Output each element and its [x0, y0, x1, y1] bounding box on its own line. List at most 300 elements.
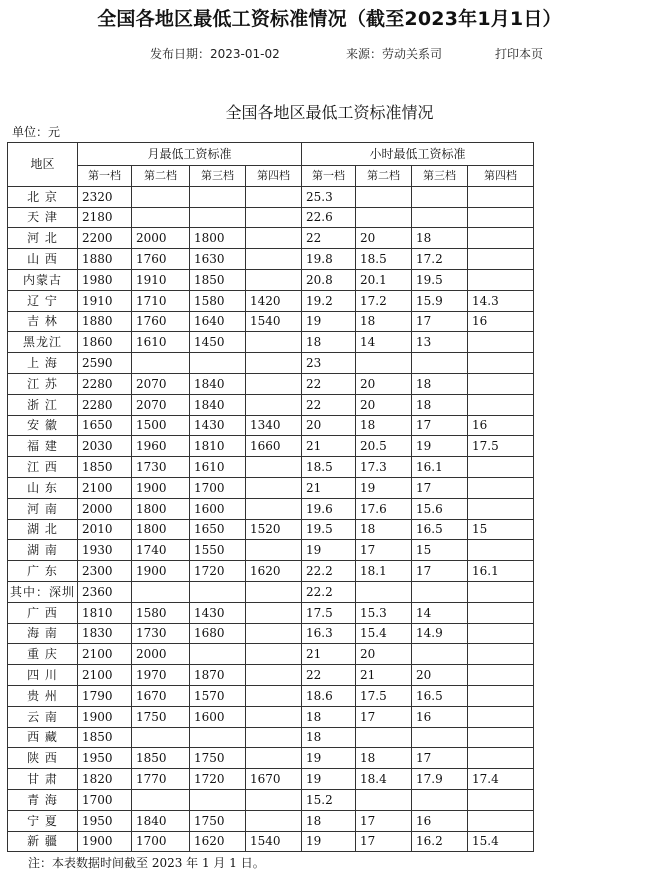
monthly-tier-1-cell: 2000 [78, 498, 132, 519]
region-cell: 北 京 [8, 186, 78, 207]
monthly-tier-3-cell: 1430 [190, 602, 246, 623]
monthly-tier-1-cell: 2200 [78, 228, 132, 249]
hourly-tier-3-cell: 18 [412, 228, 468, 249]
monthly-tier-2-cell: 1610 [132, 332, 190, 353]
table-row [8, 332, 534, 353]
table-row [8, 665, 534, 686]
region-cell: 广 东 [8, 561, 78, 582]
monthly-tier-2-cell [132, 727, 190, 748]
monthly-tier-1-cell: 1850 [78, 727, 132, 748]
hourly-tier-2-cell [356, 353, 412, 374]
hourly-tier-1-cell: 15.2 [302, 789, 356, 810]
hourly-tier-2-cell: 17.2 [356, 290, 412, 311]
monthly-tier-4-cell [246, 602, 302, 623]
monthly-tier-2-cell [132, 789, 190, 810]
print-page-link[interactable]: 打印本页 [495, 47, 544, 61]
monthly-tier-4-cell [246, 186, 302, 207]
hourly-tier-3-cell: 17.2 [412, 249, 468, 270]
monthly-tier-4-cell [246, 685, 302, 706]
monthly-tier-4-cell [246, 477, 302, 498]
monthly-tier-3-cell: 1570 [190, 685, 246, 706]
monthly-tier-3-cell: 1840 [190, 394, 246, 415]
region-cell: 河 北 [8, 228, 78, 249]
hourly-tier-3-cell: 17 [412, 415, 468, 436]
region-cell: 青 海 [8, 789, 78, 810]
monthly-tier-3-cell: 1450 [190, 332, 246, 353]
monthly-tier-4-cell [246, 789, 302, 810]
hourly-tier-2-cell [356, 207, 412, 228]
hourly-tier-2-cell: 20 [356, 644, 412, 665]
hourly-tier-2-cell [356, 581, 412, 602]
monthly-tier-4-cell [246, 207, 302, 228]
hourly-tier-1-cell: 23 [302, 353, 356, 374]
monthly-tier-4-cell [246, 540, 302, 561]
hourly-tier-4-cell [468, 644, 534, 665]
hourly-tier-1-cell: 17.5 [302, 602, 356, 623]
monthly-tier-3-cell: 1640 [190, 311, 246, 332]
hourly-tier-4-cell [468, 332, 534, 353]
hourly-tier-1-cell: 22 [302, 394, 356, 415]
monthly-tier-1-cell: 1650 [78, 415, 132, 436]
hourly-tier-1-cell: 19.2 [302, 290, 356, 311]
monthly-tier-2-cell: 1670 [132, 685, 190, 706]
monthly-tier-3-cell: 1550 [190, 540, 246, 561]
region-cell: 四 川 [8, 665, 78, 686]
table-row [8, 810, 534, 831]
monthly-tier-2-cell [132, 186, 190, 207]
table-row [8, 789, 534, 810]
region-cell: 山 东 [8, 477, 78, 498]
hourly-tier-2-cell: 20 [356, 228, 412, 249]
monthly-tier-3-cell: 1610 [190, 457, 246, 478]
hourly-tier-3-cell: 16 [412, 810, 468, 831]
hourly-tier-3-cell [412, 186, 468, 207]
monthly-tier-4-cell [246, 748, 302, 769]
hourly-tier-4-cell [468, 186, 534, 207]
table-row [8, 706, 534, 727]
hourly-tier-3-cell [412, 644, 468, 665]
hourly-tier-4-cell [468, 810, 534, 831]
region-cell: 陕 西 [8, 748, 78, 769]
monthly-tier-1-cell: 2030 [78, 436, 132, 457]
monthly-tier-3-cell: 1620 [190, 831, 246, 852]
monthly-tier-3-cell: 1750 [190, 748, 246, 769]
monthly-tier-3-cell: 1580 [190, 290, 246, 311]
monthly-tier-1-cell: 1790 [78, 685, 132, 706]
monthly-tier-2-cell: 1770 [132, 769, 190, 790]
hourly-tier-4-cell [468, 477, 534, 498]
monthly-tier-3-cell: 1430 [190, 415, 246, 436]
table-body [8, 186, 534, 852]
hourly-tier-3-cell [412, 353, 468, 374]
hourly-tier-1-cell: 22 [302, 665, 356, 686]
source: 来源：劳动关系司 [346, 47, 443, 61]
region-cell: 黑龙江 [8, 332, 78, 353]
hourly-tier-2-cell: 21 [356, 665, 412, 686]
monthly-tier-3-cell [190, 727, 246, 748]
hourly-tier-3-cell: 14 [412, 602, 468, 623]
region-cell: 山 西 [8, 249, 78, 270]
hourly-tier-4-cell [468, 581, 534, 602]
monthly-tier-3-cell: 1840 [190, 373, 246, 394]
hourly-tier-1-cell: 19 [302, 540, 356, 561]
hourly-tier-1-cell: 18 [302, 332, 356, 353]
table-row [8, 249, 534, 270]
monthly-tier-1-cell: 1850 [78, 457, 132, 478]
table-row [8, 685, 534, 706]
region-cell: 天 津 [8, 207, 78, 228]
unit-label: 单位：元 [12, 125, 61, 139]
table-row [8, 186, 534, 207]
hourly-tier-3-header: 第三档 [412, 166, 468, 187]
monthly-tier-4-cell: 1420 [246, 290, 302, 311]
table-row [8, 477, 534, 498]
hourly-tier-1-cell: 21 [302, 644, 356, 665]
minimum-wage-table [7, 142, 534, 852]
hourly-tier-3-cell: 15.6 [412, 498, 468, 519]
region-cell: 其中：深圳 [8, 581, 78, 602]
hourly-tier-4-cell [468, 353, 534, 374]
hourly-tier-2-cell: 18.5 [356, 249, 412, 270]
hourly-tier-4-cell [468, 373, 534, 394]
meta-row [0, 45, 659, 61]
monthly-tier-2-header: 第二档 [132, 166, 190, 187]
monthly-tier-3-header: 第三档 [190, 166, 246, 187]
hourly-tier-3-cell: 16 [412, 706, 468, 727]
hourly-tier-3-cell: 15.9 [412, 290, 468, 311]
hourly-tier-4-cell [468, 498, 534, 519]
monthly-tier-2-cell: 1700 [132, 831, 190, 852]
monthly-tier-4-cell [246, 249, 302, 270]
hourly-tier-2-header: 第二档 [356, 166, 412, 187]
monthly-tier-4-cell [246, 623, 302, 644]
table-row [8, 269, 534, 290]
hourly-tier-3-cell: 20 [412, 665, 468, 686]
table-row [8, 290, 534, 311]
monthly-tier-1-cell: 2280 [78, 373, 132, 394]
monthly-tier-1-cell: 2100 [78, 644, 132, 665]
hourly-tier-4-cell: 14.3 [468, 290, 534, 311]
monthly-tier-1-cell: 1900 [78, 831, 132, 852]
hourly-tier-4-cell [468, 394, 534, 415]
region-header: 地区 [8, 143, 78, 187]
monthly-tier-1-cell: 1880 [78, 311, 132, 332]
hourly-tier-2-cell: 17.5 [356, 685, 412, 706]
monthly-tier-2-cell: 1970 [132, 665, 190, 686]
monthly-tier-1-cell: 1880 [78, 249, 132, 270]
hourly-tier-2-cell: 17 [356, 706, 412, 727]
monthly-tier-4-cell [246, 269, 302, 290]
table-row [8, 831, 534, 852]
monthly-tier-2-cell: 1710 [132, 290, 190, 311]
hourly-tier-1-cell: 19.5 [302, 519, 356, 540]
hourly-tier-3-cell [412, 581, 468, 602]
hourly-tier-4-cell [468, 540, 534, 561]
monthly-tier-2-cell: 1760 [132, 311, 190, 332]
hourly-tier-4-cell: 16 [468, 311, 534, 332]
region-cell: 内蒙古 [8, 269, 78, 290]
monthly-tier-1-cell: 1910 [78, 290, 132, 311]
hourly-tier-1-cell: 19 [302, 769, 356, 790]
monthly-tier-4-cell [246, 457, 302, 478]
monthly-tier-2-cell: 1800 [132, 519, 190, 540]
monthly-tier-4-cell [246, 394, 302, 415]
hourly-tier-2-cell [356, 727, 412, 748]
monthly-tier-2-cell: 1730 [132, 623, 190, 644]
hourly-tier-1-cell: 19.6 [302, 498, 356, 519]
table-row [8, 436, 534, 457]
monthly-tier-2-cell: 1750 [132, 706, 190, 727]
table-row [8, 769, 534, 790]
hourly-tier-3-cell: 17 [412, 561, 468, 582]
hourly-tier-1-cell: 18.6 [302, 685, 356, 706]
hourly-tier-4-cell [468, 685, 534, 706]
hourly-tier-3-cell [412, 207, 468, 228]
hourly-tier-4-cell: 15.4 [468, 831, 534, 852]
page-title: 全国各地区最低工资标准情况（截至2023年1月1日） [97, 8, 562, 30]
monthly-tier-1-cell: 1900 [78, 706, 132, 727]
hourly-tier-2-cell: 18.4 [356, 769, 412, 790]
monthly-tier-1-cell: 1700 [78, 789, 132, 810]
hourly-tier-3-cell: 18 [412, 373, 468, 394]
monthly-tier-4-cell [246, 228, 302, 249]
monthly-tier-2-cell: 1740 [132, 540, 190, 561]
hourly-tier-2-cell: 18.1 [356, 561, 412, 582]
monthly-tier-2-cell: 1900 [132, 561, 190, 582]
table-row [8, 581, 534, 602]
monthly-tier-3-cell: 1650 [190, 519, 246, 540]
hourly-tier-3-cell: 16.5 [412, 685, 468, 706]
region-cell: 云 南 [8, 706, 78, 727]
hourly-tier-4-cell [468, 665, 534, 686]
hourly-tier-1-cell: 20 [302, 415, 356, 436]
monthly-tier-2-cell [132, 207, 190, 228]
monthly-tier-2-cell [132, 353, 190, 374]
region-cell: 江 苏 [8, 373, 78, 394]
hourly-tier-3-cell: 19.5 [412, 269, 468, 290]
region-cell: 西 藏 [8, 727, 78, 748]
monthly-tier-1-cell: 1980 [78, 269, 132, 290]
table-row [8, 727, 534, 748]
monthly-tier-2-cell: 1580 [132, 602, 190, 623]
monthly-tier-1-cell: 2100 [78, 477, 132, 498]
hourly-tier-2-cell: 17 [356, 810, 412, 831]
hourly-tier-2-cell: 18 [356, 415, 412, 436]
monthly-tier-3-cell [190, 207, 246, 228]
region-cell: 新 疆 [8, 831, 78, 852]
monthly-tier-3-cell: 1720 [190, 561, 246, 582]
hourly-tier-3-cell: 16.2 [412, 831, 468, 852]
monthly-tier-2-cell: 1730 [132, 457, 190, 478]
hourly-tier-4-cell [468, 249, 534, 270]
hourly-tier-2-cell: 17.3 [356, 457, 412, 478]
monthly-tier-4-cell: 1670 [246, 769, 302, 790]
hourly-tier-4-cell [468, 789, 534, 810]
hourly-tier-2-cell: 17 [356, 540, 412, 561]
hourly-tier-2-cell: 15.3 [356, 602, 412, 623]
hourly-tier-3-cell: 19 [412, 436, 468, 457]
document-title: 全国各地区最低工资标准情况 [225, 103, 434, 122]
table-row [8, 540, 534, 561]
monthly-tier-4-cell: 1540 [246, 831, 302, 852]
monthly-tier-3-cell [190, 353, 246, 374]
table-row [8, 394, 534, 415]
table-row [8, 228, 534, 249]
hourly-tier-3-cell: 17 [412, 311, 468, 332]
monthly-tier-4-cell [246, 727, 302, 748]
hourly-tier-1-cell: 21 [302, 436, 356, 457]
hourly-tier-4-cell [468, 457, 534, 478]
table-row [8, 519, 534, 540]
hourly-tier-4-cell: 15 [468, 519, 534, 540]
table-row [8, 748, 534, 769]
monthly-tier-4-cell: 1620 [246, 561, 302, 582]
monthly-tier-2-cell: 2000 [132, 228, 190, 249]
table-row [8, 498, 534, 519]
monthly-tier-1-cell: 2100 [78, 665, 132, 686]
hourly-tier-3-cell: 13 [412, 332, 468, 353]
monthly-tier-4-cell: 1340 [246, 415, 302, 436]
region-cell: 重 庆 [8, 644, 78, 665]
hourly-tier-3-cell [412, 789, 468, 810]
region-cell: 宁 夏 [8, 810, 78, 831]
hourly-tier-3-cell: 17 [412, 477, 468, 498]
footnote: 注：本表数据时间截至 2023 年 1 月 1 日。 [28, 856, 265, 870]
table-row [8, 311, 534, 332]
monthly-tier-3-cell: 1630 [190, 249, 246, 270]
monthly-tier-4-cell [246, 332, 302, 353]
monthly-tier-1-cell: 2300 [78, 561, 132, 582]
hourly-tier-1-cell: 18 [302, 706, 356, 727]
monthly-tier-2-cell: 2000 [132, 644, 190, 665]
monthly-tier-1-cell: 2360 [78, 581, 132, 602]
monthly-tier-4-cell [246, 581, 302, 602]
hourly-tier-2-cell: 19 [356, 477, 412, 498]
monthly-tier-3-cell: 1850 [190, 269, 246, 290]
monthly-tier-1-cell: 2180 [78, 207, 132, 228]
hourly-tier-1-cell: 22 [302, 228, 356, 249]
monthly-tier-3-cell: 1810 [190, 436, 246, 457]
hourly-tier-2-cell: 20.1 [356, 269, 412, 290]
hourly-tier-2-cell: 15.4 [356, 623, 412, 644]
monthly-tier-3-cell: 1800 [190, 228, 246, 249]
monthly-tier-4-cell [246, 373, 302, 394]
monthly-tier-2-cell: 1910 [132, 269, 190, 290]
monthly-tier-3-cell [190, 581, 246, 602]
monthly-tier-3-cell: 1720 [190, 769, 246, 790]
region-cell: 江 西 [8, 457, 78, 478]
monthly-tier-4-cell [246, 706, 302, 727]
monthly-tier-2-cell: 1500 [132, 415, 190, 436]
region-cell: 辽 宁 [8, 290, 78, 311]
hourly-tier-1-cell: 19 [302, 311, 356, 332]
monthly-tier-2-cell: 2070 [132, 394, 190, 415]
region-cell: 甘 肃 [8, 769, 78, 790]
monthly-tier-2-cell [132, 581, 190, 602]
monthly-tier-3-cell: 1600 [190, 706, 246, 727]
hourly-tier-3-cell: 14.9 [412, 623, 468, 644]
region-cell: 湖 北 [8, 519, 78, 540]
monthly-tier-3-cell: 1600 [190, 498, 246, 519]
region-cell: 吉 林 [8, 311, 78, 332]
monthly-tier-4-cell [246, 665, 302, 686]
monthly-tier-1-cell: 1820 [78, 769, 132, 790]
hourly-tier-3-cell: 18 [412, 394, 468, 415]
monthly-tier-3-cell: 1700 [190, 477, 246, 498]
publish-date: 发布日期：2023-01-02 [150, 47, 280, 61]
monthly-tier-3-cell [190, 644, 246, 665]
hourly-header: 小时最低工资标准 [302, 143, 534, 166]
monthly-tier-1-header: 第一档 [78, 166, 132, 187]
hourly-tier-4-cell [468, 228, 534, 249]
hourly-tier-1-cell: 22.2 [302, 581, 356, 602]
hourly-tier-2-cell: 20 [356, 373, 412, 394]
monthly-tier-1-cell: 1950 [78, 810, 132, 831]
hourly-tier-2-cell: 17 [356, 831, 412, 852]
monthly-tier-2-cell: 1900 [132, 477, 190, 498]
monthly-tier-1-cell: 2280 [78, 394, 132, 415]
hourly-tier-2-cell: 18 [356, 519, 412, 540]
hourly-tier-4-cell [468, 623, 534, 644]
region-cell: 贵 州 [8, 685, 78, 706]
hourly-tier-1-cell: 18 [302, 810, 356, 831]
monthly-tier-4-cell [246, 644, 302, 665]
hourly-tier-3-cell: 16.5 [412, 519, 468, 540]
hourly-tier-1-cell: 16.3 [302, 623, 356, 644]
hourly-tier-3-cell: 17.9 [412, 769, 468, 790]
monthly-tier-4-cell: 1520 [246, 519, 302, 540]
monthly-tier-1-cell: 2590 [78, 353, 132, 374]
hourly-tier-1-cell: 18.5 [302, 457, 356, 478]
monthly-tier-1-cell: 2010 [78, 519, 132, 540]
hourly-tier-2-cell: 18 [356, 311, 412, 332]
monthly-tier-2-cell: 1840 [132, 810, 190, 831]
monthly-tier-4-cell [246, 498, 302, 519]
monthly-tier-3-cell [190, 186, 246, 207]
hourly-tier-4-cell [468, 748, 534, 769]
region-cell: 海 南 [8, 623, 78, 644]
hourly-tier-3-cell [412, 727, 468, 748]
hourly-tier-1-cell: 25.3 [302, 186, 356, 207]
table-row [8, 602, 534, 623]
table-row [8, 373, 534, 394]
monthly-tier-3-cell: 1750 [190, 810, 246, 831]
hourly-tier-4-cell [468, 269, 534, 290]
hourly-tier-4-cell: 16 [468, 415, 534, 436]
region-cell: 浙 江 [8, 394, 78, 415]
hourly-tier-1-cell: 22.6 [302, 207, 356, 228]
monthly-tier-4-cell: 1660 [246, 436, 302, 457]
monthly-tier-2-cell: 2070 [132, 373, 190, 394]
hourly-tier-2-cell [356, 789, 412, 810]
table-row [8, 353, 534, 374]
hourly-tier-4-cell [468, 706, 534, 727]
monthly-tier-3-cell: 1680 [190, 623, 246, 644]
monthly-tier-4-header: 第四档 [246, 166, 302, 187]
hourly-tier-2-cell: 20.5 [356, 436, 412, 457]
monthly-tier-2-cell: 1760 [132, 249, 190, 270]
monthly-header: 月最低工资标准 [78, 143, 302, 166]
hourly-tier-4-cell [468, 602, 534, 623]
monthly-tier-3-cell [190, 789, 246, 810]
table-row [8, 415, 534, 436]
monthly-tier-4-cell: 1540 [246, 311, 302, 332]
hourly-tier-3-cell: 15 [412, 540, 468, 561]
hourly-tier-3-cell: 17 [412, 748, 468, 769]
hourly-tier-2-cell: 14 [356, 332, 412, 353]
hourly-tier-1-cell: 20.8 [302, 269, 356, 290]
hourly-tier-2-cell: 18 [356, 748, 412, 769]
